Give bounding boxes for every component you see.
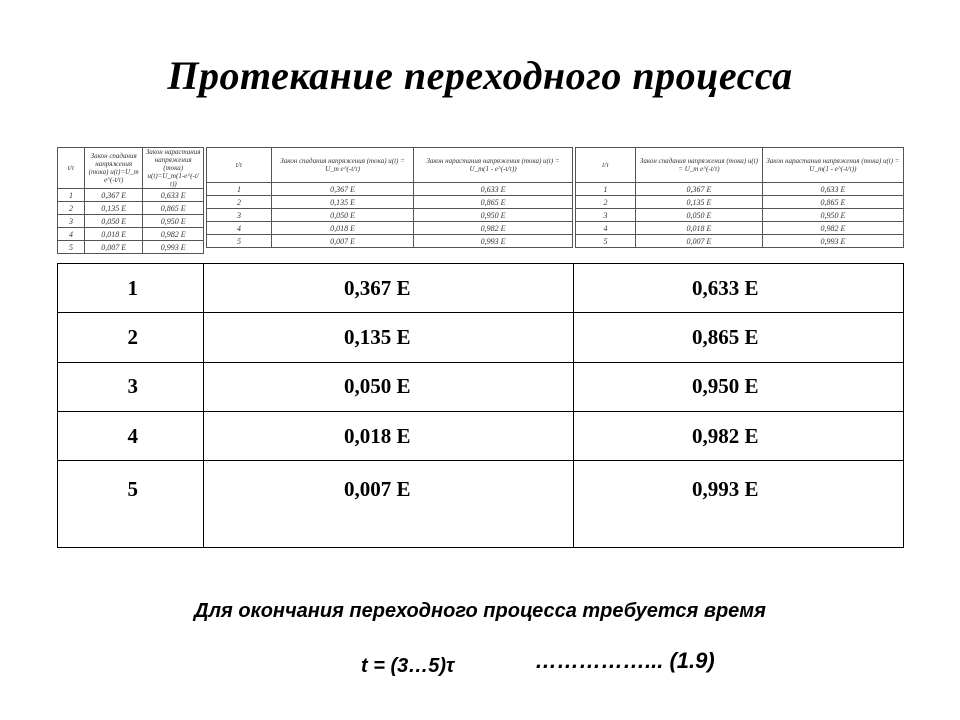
cell: 0,018 E (85, 228, 143, 241)
header-decay: Закон спадания напряжения (тока) u(t)=U_m e^(-t/τ) (85, 148, 143, 189)
cell: 5 (207, 235, 272, 248)
table-row (207, 209, 573, 222)
time-formula: t = (3…5)τ (361, 655, 455, 677)
cell: 0,950 E (414, 209, 573, 222)
cell: 0,367 E (636, 183, 763, 196)
header-rise: Закон нарастания напряжения (тока) u(t) = U_m(1 - e^(-t/τ)) (414, 148, 573, 183)
cell: 2 (58, 202, 85, 215)
cell: 0,982 E (143, 228, 204, 241)
header-rise: Закон нарастания напряжения (тока) u(t) = U_m(1 - e^(-t/τ)) (762, 148, 903, 183)
decay-value: 0,018 E (204, 412, 574, 461)
table-row (576, 222, 904, 235)
cell: 0,633 E (414, 183, 573, 196)
cell: 0,367 E (272, 183, 414, 196)
cell: 4 (58, 228, 85, 241)
row-number: 2 (58, 313, 204, 362)
cell: 5 (58, 241, 85, 254)
cell: 2 (207, 196, 272, 209)
cell: 0,050 E (85, 215, 143, 228)
table-row (58, 241, 204, 254)
table-row (576, 196, 904, 209)
cell: 3 (576, 209, 636, 222)
cell: 0,007 E (272, 235, 414, 248)
cell: 0,982 E (762, 222, 903, 235)
cell: 0,993 E (414, 235, 573, 248)
table-row (207, 196, 573, 209)
cell: 0,050 E (272, 209, 414, 222)
completion-note: Для окончания переходного процесса требуется время (194, 600, 766, 622)
header-t: t/τ (576, 148, 636, 183)
cell: 0,633 E (762, 183, 903, 196)
cell: 0,865 E (762, 196, 903, 209)
cell: 0,950 E (143, 215, 204, 228)
decay-value: 0,007 E (204, 461, 574, 548)
table-row (58, 461, 904, 548)
table-row (58, 215, 204, 228)
table-row (58, 202, 204, 215)
cell: 4 (207, 222, 272, 235)
table-row (576, 209, 904, 222)
cell: 5 (576, 235, 636, 248)
table-row (207, 235, 573, 248)
cell: 0,018 E (272, 222, 414, 235)
cell: 3 (58, 215, 85, 228)
cell: 0,018 E (636, 222, 763, 235)
header-t: t/τ (58, 148, 85, 189)
equation-number: ……………... (1.9) (535, 648, 715, 673)
cell: 0,050 E (636, 209, 763, 222)
cell: 1 (576, 183, 636, 196)
table-row (58, 264, 904, 313)
rise-value: 0,982 E (574, 412, 904, 461)
cell: 0,982 E (414, 222, 573, 235)
table-row (58, 313, 904, 362)
transient-values-table (57, 263, 904, 548)
cell: 2 (576, 196, 636, 209)
cell: 4 (576, 222, 636, 235)
header-decay: Закон спадания напряжения (тока) u(t) = U_m e^(-t/τ) (272, 148, 414, 183)
table-row (576, 183, 904, 196)
header-rise: Закон нарастания напряжения (тока) u(t)=U_m(1-e^(-t/τ)) (143, 148, 204, 189)
cell: 0,950 E (762, 209, 903, 222)
table-row (58, 228, 204, 241)
cell: 0,135 E (636, 196, 763, 209)
row-number: 3 (58, 362, 204, 411)
table-row (58, 412, 904, 461)
cell: 0,007 E (85, 241, 143, 254)
reference-table-3 (575, 147, 904, 248)
cell: 0,993 E (143, 241, 204, 254)
cell: 3 (207, 209, 272, 222)
cell: 0,007 E (636, 235, 763, 248)
cell: 0,135 E (272, 196, 414, 209)
decay-value: 0,050 E (204, 362, 574, 411)
cell: 0,135 E (85, 202, 143, 215)
row-number: 5 (58, 461, 204, 548)
cell: 0,367 E (85, 189, 143, 202)
cell: 0,865 E (143, 202, 204, 215)
decay-value: 0,135 E (204, 313, 574, 362)
cell: 1 (58, 189, 85, 202)
header-decay: Закон спадания напряжения (тока) u(t) = U_m e^(-t/τ) (636, 148, 763, 183)
reference-table-1 (57, 147, 204, 254)
table-row (58, 189, 204, 202)
cell: 1 (207, 183, 272, 196)
table-row (576, 235, 904, 248)
table-row (207, 222, 573, 235)
rise-value: 0,865 E (574, 313, 904, 362)
cell: 0,633 E (143, 189, 204, 202)
row-number: 1 (58, 264, 204, 313)
rise-value: 0,950 E (574, 362, 904, 411)
cell: 0,865 E (414, 196, 573, 209)
rise-value: 0,993 E (574, 461, 904, 548)
rise-value: 0,633 E (574, 264, 904, 313)
table-row (207, 183, 573, 196)
row-number: 4 (58, 412, 204, 461)
header-t: t/τ (207, 148, 272, 183)
cell: 0,993 E (762, 235, 903, 248)
page-title: Протекание переходного процесса (167, 53, 793, 98)
decay-value: 0,367 E (204, 264, 574, 313)
table-row (58, 362, 904, 411)
reference-table-2 (206, 147, 573, 248)
